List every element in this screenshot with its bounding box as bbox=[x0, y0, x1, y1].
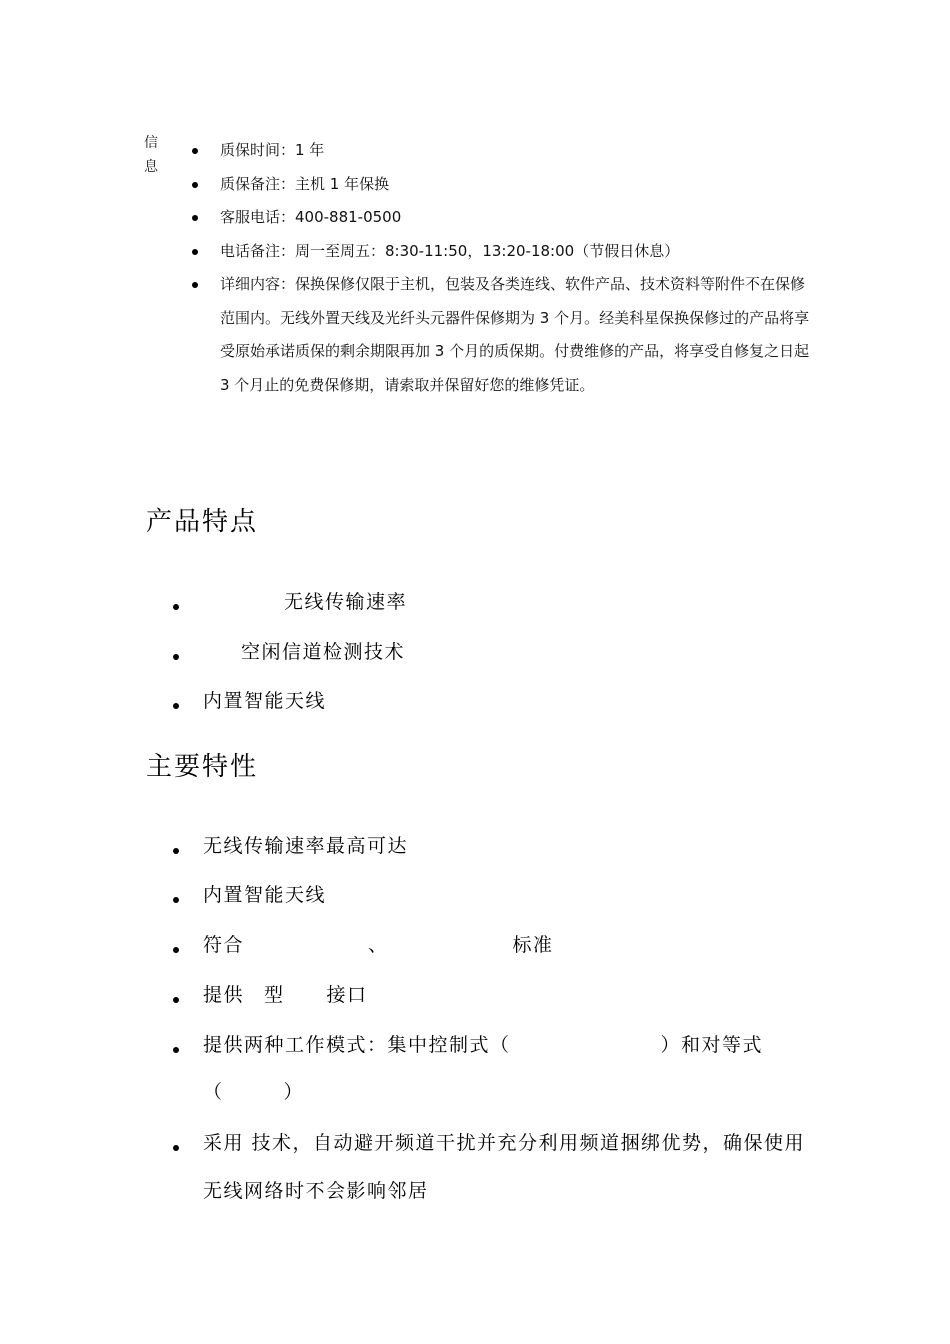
bullet-icon bbox=[173, 1047, 179, 1053]
list-item bbox=[188, 168, 813, 202]
spec-work-modes-cont bbox=[203, 1068, 304, 1116]
feature-wireless-rate: 无线传输速率 bbox=[284, 591, 408, 613]
warranty-note: 质保备注：主机 1 年保换 bbox=[220, 174, 390, 193]
spec-standards-suffix: 标准 bbox=[512, 934, 554, 956]
bullet-icon bbox=[173, 604, 179, 610]
bullet-icon bbox=[192, 215, 198, 221]
bullet-icon bbox=[173, 654, 179, 660]
spec-interface-port: 接口 bbox=[326, 984, 368, 1006]
bullet-icon bbox=[192, 282, 198, 288]
spec-work-modes-open-paren: （ bbox=[203, 1081, 224, 1103]
service-phone: 客服电话：400-881-0500 bbox=[220, 208, 402, 226]
spec-work-modes-centralized: 提供两种工作模式：集中控制式（ bbox=[203, 1034, 511, 1056]
spec-standards-separator: 、 bbox=[368, 934, 389, 956]
bullet-icon bbox=[192, 249, 198, 255]
bullet-icon bbox=[173, 897, 179, 903]
warranty-side-label: 信息 bbox=[144, 135, 158, 175]
feature-channel-detection: 空闲信道检测技术 bbox=[241, 641, 406, 663]
spec-standards-prefix: 符合 bbox=[203, 934, 245, 956]
list-item bbox=[188, 201, 813, 235]
spec-work-modes bbox=[203, 1021, 763, 1069]
feature-smart-antenna: 内置智能天线 bbox=[203, 690, 327, 712]
bullet-icon bbox=[173, 703, 179, 709]
warranty-info-list bbox=[188, 134, 813, 402]
list-item bbox=[188, 134, 813, 168]
spec-interface-type: 型 bbox=[264, 984, 285, 1006]
spec-work-modes-close-paren: ） bbox=[283, 1081, 305, 1103]
bullet-icon bbox=[173, 947, 179, 953]
main-characteristics-heading: 主要特性 bbox=[146, 752, 259, 782]
bullet-icon bbox=[173, 997, 179, 1003]
spec-work-modes-peer: ）和对等式 bbox=[660, 1034, 764, 1056]
bullet-icon bbox=[173, 1145, 179, 1151]
list-item bbox=[188, 268, 813, 402]
warranty-period: 质保时间：1 年 bbox=[220, 141, 325, 159]
list-item bbox=[188, 235, 813, 269]
spec-interface bbox=[203, 971, 368, 1019]
spec-standards bbox=[203, 921, 554, 969]
spec-channel-technology: 采用 技术，自动避开频道干扰并充分利用频道捆绑优势，确保使用无线网络时不会影响邻居 bbox=[203, 1132, 806, 1202]
spec-interface-provide: 提供 bbox=[203, 984, 245, 1006]
bullet-icon bbox=[192, 148, 198, 154]
spec-smart-antenna: 内置智能天线 bbox=[203, 884, 327, 906]
bullet-icon bbox=[173, 848, 179, 854]
phone-note: 电话备注：周一至周五：8:30-11:50，13:20-18:00（节假日休息） bbox=[220, 241, 680, 260]
spec-max-rate: 无线传输速率最高可达 bbox=[203, 835, 409, 857]
product-features-heading: 产品特点 bbox=[146, 507, 259, 537]
warranty-details: 详细内容：保换保修仅限于主机，包装及各类连线、软件产品、技术资料等附件不在保修范围内。无线外置天线及光纤头元器件保修期为 3 个月。经美科星保换保修过的产品将享受原始承诺质保的剩余期限再加 3 个月的质保期。付费维修的产品，将享受自修复之日起 3 个月止的免费保修期，请索取并保留好您的维修凭证。 bbox=[220, 275, 810, 394]
bullet-icon bbox=[192, 182, 198, 188]
